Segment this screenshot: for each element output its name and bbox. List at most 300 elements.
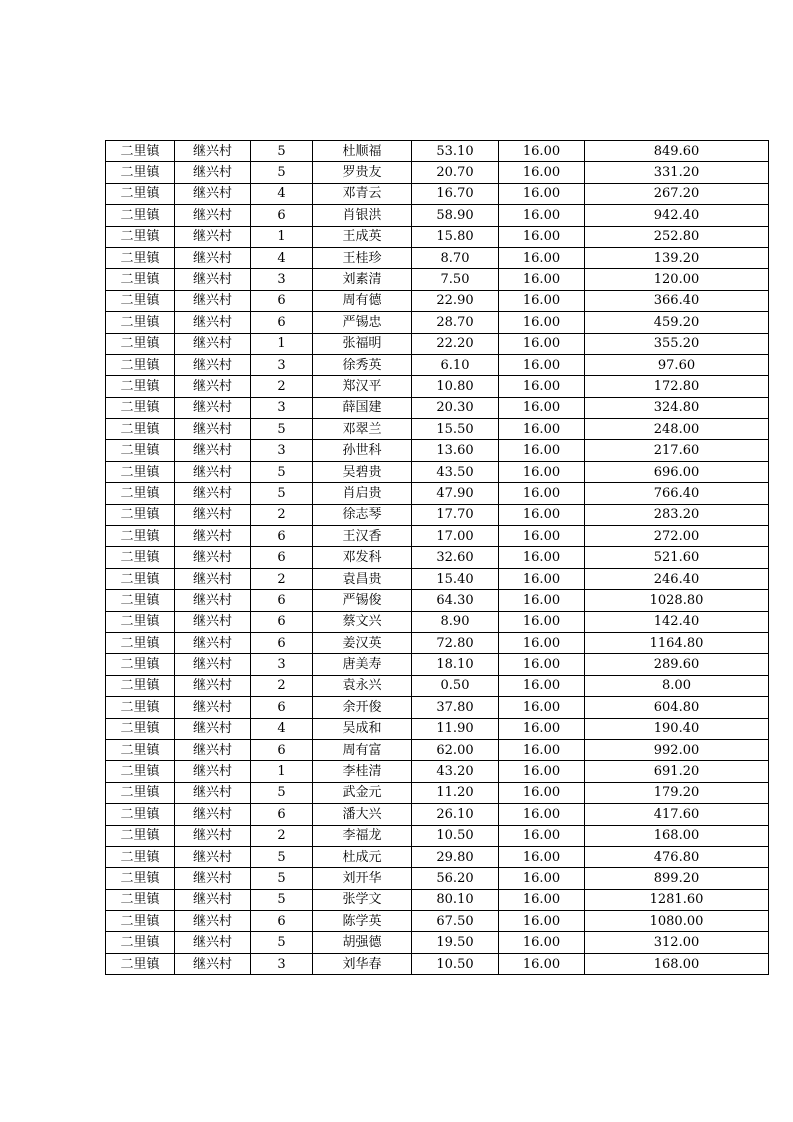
table-row <box>106 504 769 525</box>
name-cell: 吴成和 <box>313 718 412 739</box>
town-cell: 二里镇 <box>106 376 175 397</box>
village-cell: 继兴村 <box>175 932 251 953</box>
name-cell: 徐志琴 <box>313 504 412 525</box>
rate-cell: 16.00 <box>499 804 585 825</box>
name-cell: 邓青云 <box>313 183 412 204</box>
table-row <box>106 226 769 247</box>
amount-cell: 1164.80 <box>585 632 769 653</box>
name-cell: 张学文 <box>313 889 412 910</box>
name-cell: 严锡忠 <box>313 312 412 333</box>
town-cell: 二里镇 <box>106 632 175 653</box>
table-row <box>106 932 769 953</box>
table-row <box>106 782 769 803</box>
name-cell: 潘大兴 <box>313 804 412 825</box>
rate-cell: 16.00 <box>499 568 585 589</box>
name-cell: 王汉香 <box>313 526 412 547</box>
amount-cell: 120.00 <box>585 269 769 290</box>
group-cell: 6 <box>251 312 313 333</box>
amount-cell: 849.60 <box>585 141 769 162</box>
amount-cell: 696.00 <box>585 461 769 482</box>
group-cell: 4 <box>251 718 313 739</box>
town-cell: 二里镇 <box>106 761 175 782</box>
name-cell: 姜汉英 <box>313 632 412 653</box>
town-cell: 二里镇 <box>106 183 175 204</box>
amount-cell: 246.40 <box>585 568 769 589</box>
area-cell: 20.30 <box>412 397 499 418</box>
town-cell: 二里镇 <box>106 247 175 268</box>
town-cell: 二里镇 <box>106 825 175 846</box>
rate-cell: 16.00 <box>499 183 585 204</box>
rate-cell: 16.00 <box>499 290 585 311</box>
table-row <box>106 911 769 932</box>
rate-cell: 16.00 <box>499 889 585 910</box>
group-cell: 5 <box>251 782 313 803</box>
group-cell: 4 <box>251 247 313 268</box>
amount-cell: 289.60 <box>585 654 769 675</box>
area-cell: 17.70 <box>412 504 499 525</box>
town-cell: 二里镇 <box>106 846 175 867</box>
group-cell: 5 <box>251 141 313 162</box>
village-cell: 继兴村 <box>175 397 251 418</box>
town-cell: 二里镇 <box>106 226 175 247</box>
group-cell: 3 <box>251 953 313 974</box>
table-body <box>106 141 769 975</box>
village-cell: 继兴村 <box>175 718 251 739</box>
area-cell: 22.90 <box>412 290 499 311</box>
area-cell: 22.20 <box>412 333 499 354</box>
table-row <box>106 526 769 547</box>
name-cell: 武金元 <box>313 782 412 803</box>
table-row <box>106 547 769 568</box>
table-row <box>106 397 769 418</box>
rate-cell: 16.00 <box>499 354 585 375</box>
rate-cell: 16.00 <box>499 162 585 183</box>
amount-cell: 172.80 <box>585 376 769 397</box>
name-cell: 肖启贵 <box>313 483 412 504</box>
rate-cell: 16.00 <box>499 141 585 162</box>
village-cell: 继兴村 <box>175 183 251 204</box>
area-cell: 32.60 <box>412 547 499 568</box>
amount-cell: 366.40 <box>585 290 769 311</box>
name-cell: 周有富 <box>313 739 412 760</box>
town-cell: 二里镇 <box>106 312 175 333</box>
amount-cell: 168.00 <box>585 825 769 846</box>
area-cell: 16.70 <box>412 183 499 204</box>
area-cell: 0.50 <box>412 675 499 696</box>
rate-cell: 16.00 <box>499 953 585 974</box>
group-cell: 6 <box>251 739 313 760</box>
name-cell: 徐秀英 <box>313 354 412 375</box>
rate-cell: 16.00 <box>499 526 585 547</box>
town-cell: 二里镇 <box>106 889 175 910</box>
rate-cell: 16.00 <box>499 846 585 867</box>
area-cell: 26.10 <box>412 804 499 825</box>
village-cell: 继兴村 <box>175 226 251 247</box>
rate-cell: 16.00 <box>499 611 585 632</box>
area-cell: 53.10 <box>412 141 499 162</box>
group-cell: 3 <box>251 440 313 461</box>
table-row <box>106 568 769 589</box>
village-cell: 继兴村 <box>175 483 251 504</box>
name-cell: 陈学英 <box>313 911 412 932</box>
area-cell: 18.10 <box>412 654 499 675</box>
amount-cell: 252.80 <box>585 226 769 247</box>
amount-cell: 417.60 <box>585 804 769 825</box>
amount-cell: 691.20 <box>585 761 769 782</box>
village-cell: 继兴村 <box>175 632 251 653</box>
table-row <box>106 312 769 333</box>
table-row <box>106 846 769 867</box>
village-cell: 继兴村 <box>175 782 251 803</box>
name-cell: 周有德 <box>313 290 412 311</box>
rate-cell: 16.00 <box>499 504 585 525</box>
rate-cell: 16.00 <box>499 932 585 953</box>
rate-cell: 16.00 <box>499 761 585 782</box>
amount-cell: 142.40 <box>585 611 769 632</box>
village-cell: 继兴村 <box>175 761 251 782</box>
town-cell: 二里镇 <box>106 269 175 290</box>
village-cell: 继兴村 <box>175 697 251 718</box>
data-table-container <box>105 140 768 975</box>
group-cell: 3 <box>251 354 313 375</box>
area-cell: 72.80 <box>412 632 499 653</box>
area-cell: 37.80 <box>412 697 499 718</box>
rate-cell: 16.00 <box>499 269 585 290</box>
rate-cell: 16.00 <box>499 590 585 611</box>
area-cell: 17.00 <box>412 526 499 547</box>
amount-cell: 217.60 <box>585 440 769 461</box>
area-cell: 28.70 <box>412 312 499 333</box>
rate-cell: 16.00 <box>499 419 585 440</box>
village-cell: 继兴村 <box>175 739 251 760</box>
rate-cell: 16.00 <box>499 205 585 226</box>
amount-cell: 324.80 <box>585 397 769 418</box>
amount-cell: 283.20 <box>585 504 769 525</box>
table-row <box>106 376 769 397</box>
area-cell: 56.20 <box>412 868 499 889</box>
village-cell: 继兴村 <box>175 269 251 290</box>
amount-cell: 476.80 <box>585 846 769 867</box>
town-cell: 二里镇 <box>106 675 175 696</box>
rate-cell: 16.00 <box>499 654 585 675</box>
table-row <box>106 654 769 675</box>
area-cell: 15.50 <box>412 419 499 440</box>
name-cell: 胡强德 <box>313 932 412 953</box>
village-cell: 继兴村 <box>175 461 251 482</box>
group-cell: 6 <box>251 911 313 932</box>
area-cell: 64.30 <box>412 590 499 611</box>
village-cell: 继兴村 <box>175 590 251 611</box>
village-cell: 继兴村 <box>175 911 251 932</box>
amount-cell: 312.00 <box>585 932 769 953</box>
amount-cell: 272.00 <box>585 526 769 547</box>
name-cell: 李福龙 <box>313 825 412 846</box>
rate-cell: 16.00 <box>499 312 585 333</box>
town-cell: 二里镇 <box>106 526 175 547</box>
group-cell: 3 <box>251 269 313 290</box>
rate-cell: 16.00 <box>499 911 585 932</box>
rate-cell: 16.00 <box>499 782 585 803</box>
town-cell: 二里镇 <box>106 397 175 418</box>
group-cell: 1 <box>251 761 313 782</box>
village-cell: 继兴村 <box>175 419 251 440</box>
table-row <box>106 718 769 739</box>
town-cell: 二里镇 <box>106 739 175 760</box>
name-cell: 孙世科 <box>313 440 412 461</box>
town-cell: 二里镇 <box>106 697 175 718</box>
group-cell: 2 <box>251 675 313 696</box>
name-cell: 杜成元 <box>313 846 412 867</box>
table-row <box>106 868 769 889</box>
town-cell: 二里镇 <box>106 290 175 311</box>
amount-cell: 267.20 <box>585 183 769 204</box>
area-cell: 80.10 <box>412 889 499 910</box>
rate-cell: 16.00 <box>499 825 585 846</box>
name-cell: 邓翠兰 <box>313 419 412 440</box>
table-row <box>106 183 769 204</box>
name-cell: 余开俊 <box>313 697 412 718</box>
village-cell: 继兴村 <box>175 162 251 183</box>
group-cell: 5 <box>251 162 313 183</box>
table-row <box>106 141 769 162</box>
group-cell: 5 <box>251 932 313 953</box>
table-row <box>106 739 769 760</box>
data-table <box>105 140 769 975</box>
table-row <box>106 247 769 268</box>
rate-cell: 16.00 <box>499 440 585 461</box>
table-row <box>106 953 769 974</box>
amount-cell: 8.00 <box>585 675 769 696</box>
town-cell: 二里镇 <box>106 547 175 568</box>
rate-cell: 16.00 <box>499 397 585 418</box>
amount-cell: 521.60 <box>585 547 769 568</box>
table-row <box>106 354 769 375</box>
table-row <box>106 761 769 782</box>
area-cell: 10.80 <box>412 376 499 397</box>
name-cell: 王成英 <box>313 226 412 247</box>
town-cell: 二里镇 <box>106 654 175 675</box>
town-cell: 二里镇 <box>106 611 175 632</box>
town-cell: 二里镇 <box>106 953 175 974</box>
group-cell: 3 <box>251 397 313 418</box>
amount-cell: 899.20 <box>585 868 769 889</box>
village-cell: 继兴村 <box>175 376 251 397</box>
table-row <box>106 804 769 825</box>
town-cell: 二里镇 <box>106 804 175 825</box>
area-cell: 10.50 <box>412 953 499 974</box>
area-cell: 47.90 <box>412 483 499 504</box>
town-cell: 二里镇 <box>106 419 175 440</box>
group-cell: 5 <box>251 889 313 910</box>
town-cell: 二里镇 <box>106 461 175 482</box>
name-cell: 袁永兴 <box>313 675 412 696</box>
amount-cell: 1281.60 <box>585 889 769 910</box>
amount-cell: 459.20 <box>585 312 769 333</box>
rate-cell: 16.00 <box>499 632 585 653</box>
name-cell: 刘开华 <box>313 868 412 889</box>
town-cell: 二里镇 <box>106 590 175 611</box>
village-cell: 继兴村 <box>175 889 251 910</box>
village-cell: 继兴村 <box>175 868 251 889</box>
table-row <box>106 162 769 183</box>
amount-cell: 248.00 <box>585 419 769 440</box>
rate-cell: 16.00 <box>499 226 585 247</box>
amount-cell: 355.20 <box>585 333 769 354</box>
village-cell: 继兴村 <box>175 440 251 461</box>
table-row <box>106 590 769 611</box>
village-cell: 继兴村 <box>175 568 251 589</box>
area-cell: 20.70 <box>412 162 499 183</box>
area-cell: 7.50 <box>412 269 499 290</box>
name-cell: 薛国建 <box>313 397 412 418</box>
group-cell: 6 <box>251 547 313 568</box>
name-cell: 杜顺福 <box>313 141 412 162</box>
area-cell: 11.20 <box>412 782 499 803</box>
town-cell: 二里镇 <box>106 868 175 889</box>
area-cell: 6.10 <box>412 354 499 375</box>
name-cell: 王桂珍 <box>313 247 412 268</box>
rate-cell: 16.00 <box>499 483 585 504</box>
town-cell: 二里镇 <box>106 205 175 226</box>
rate-cell: 16.00 <box>499 718 585 739</box>
table-row <box>106 697 769 718</box>
group-cell: 6 <box>251 611 313 632</box>
table-row <box>106 440 769 461</box>
group-cell: 6 <box>251 632 313 653</box>
area-cell: 67.50 <box>412 911 499 932</box>
amount-cell: 168.00 <box>585 953 769 974</box>
rate-cell: 16.00 <box>499 461 585 482</box>
table-row <box>106 333 769 354</box>
group-cell: 6 <box>251 526 313 547</box>
group-cell: 2 <box>251 376 313 397</box>
village-cell: 继兴村 <box>175 526 251 547</box>
amount-cell: 1028.80 <box>585 590 769 611</box>
name-cell: 蔡文兴 <box>313 611 412 632</box>
rate-cell: 16.00 <box>499 247 585 268</box>
name-cell: 唐美寿 <box>313 654 412 675</box>
area-cell: 62.00 <box>412 739 499 760</box>
group-cell: 6 <box>251 697 313 718</box>
village-cell: 继兴村 <box>175 675 251 696</box>
town-cell: 二里镇 <box>106 483 175 504</box>
name-cell: 李桂清 <box>313 761 412 782</box>
town-cell: 二里镇 <box>106 568 175 589</box>
rate-cell: 16.00 <box>499 739 585 760</box>
village-cell: 继兴村 <box>175 547 251 568</box>
amount-cell: 331.20 <box>585 162 769 183</box>
area-cell: 13.60 <box>412 440 499 461</box>
table-row <box>106 632 769 653</box>
table-row <box>106 290 769 311</box>
table-row <box>106 889 769 910</box>
area-cell: 58.90 <box>412 205 499 226</box>
village-cell: 继兴村 <box>175 247 251 268</box>
area-cell: 11.90 <box>412 718 499 739</box>
village-cell: 继兴村 <box>175 804 251 825</box>
name-cell: 张福明 <box>313 333 412 354</box>
town-cell: 二里镇 <box>106 504 175 525</box>
amount-cell: 190.40 <box>585 718 769 739</box>
table-row <box>106 205 769 226</box>
area-cell: 15.40 <box>412 568 499 589</box>
area-cell: 19.50 <box>412 932 499 953</box>
name-cell: 吴碧贵 <box>313 461 412 482</box>
area-cell: 43.20 <box>412 761 499 782</box>
area-cell: 10.50 <box>412 825 499 846</box>
group-cell: 6 <box>251 590 313 611</box>
village-cell: 继兴村 <box>175 312 251 333</box>
name-cell: 郑汉平 <box>313 376 412 397</box>
amount-cell: 604.80 <box>585 697 769 718</box>
group-cell: 5 <box>251 483 313 504</box>
area-cell: 15.80 <box>412 226 499 247</box>
group-cell: 6 <box>251 290 313 311</box>
table-row <box>106 483 769 504</box>
amount-cell: 942.40 <box>585 205 769 226</box>
village-cell: 继兴村 <box>175 354 251 375</box>
group-cell: 5 <box>251 846 313 867</box>
group-cell: 6 <box>251 205 313 226</box>
group-cell: 4 <box>251 183 313 204</box>
town-cell: 二里镇 <box>106 782 175 803</box>
town-cell: 二里镇 <box>106 440 175 461</box>
village-cell: 继兴村 <box>175 654 251 675</box>
group-cell: 6 <box>251 804 313 825</box>
town-cell: 二里镇 <box>106 911 175 932</box>
village-cell: 继兴村 <box>175 825 251 846</box>
group-cell: 5 <box>251 868 313 889</box>
table-row <box>106 675 769 696</box>
rate-cell: 16.00 <box>499 376 585 397</box>
rate-cell: 16.00 <box>499 697 585 718</box>
village-cell: 继兴村 <box>175 290 251 311</box>
area-cell: 29.80 <box>412 846 499 867</box>
group-cell: 1 <box>251 333 313 354</box>
area-cell: 8.70 <box>412 247 499 268</box>
name-cell: 邓发科 <box>313 547 412 568</box>
group-cell: 3 <box>251 654 313 675</box>
amount-cell: 97.60 <box>585 354 769 375</box>
village-cell: 继兴村 <box>175 141 251 162</box>
name-cell: 袁昌贵 <box>313 568 412 589</box>
amount-cell: 992.00 <box>585 739 769 760</box>
town-cell: 二里镇 <box>106 162 175 183</box>
rate-cell: 16.00 <box>499 868 585 889</box>
name-cell: 刘素清 <box>313 269 412 290</box>
amount-cell: 766.40 <box>585 483 769 504</box>
village-cell: 继兴村 <box>175 953 251 974</box>
town-cell: 二里镇 <box>106 354 175 375</box>
area-cell: 43.50 <box>412 461 499 482</box>
table-row <box>106 461 769 482</box>
amount-cell: 139.20 <box>585 247 769 268</box>
village-cell: 继兴村 <box>175 333 251 354</box>
rate-cell: 16.00 <box>499 333 585 354</box>
village-cell: 继兴村 <box>175 611 251 632</box>
name-cell: 肖银洪 <box>313 205 412 226</box>
group-cell: 1 <box>251 226 313 247</box>
group-cell: 5 <box>251 461 313 482</box>
rate-cell: 16.00 <box>499 675 585 696</box>
name-cell: 严锡俊 <box>313 590 412 611</box>
group-cell: 2 <box>251 825 313 846</box>
town-cell: 二里镇 <box>106 333 175 354</box>
village-cell: 继兴村 <box>175 205 251 226</box>
name-cell: 刘华春 <box>313 953 412 974</box>
village-cell: 继兴村 <box>175 846 251 867</box>
group-cell: 2 <box>251 568 313 589</box>
